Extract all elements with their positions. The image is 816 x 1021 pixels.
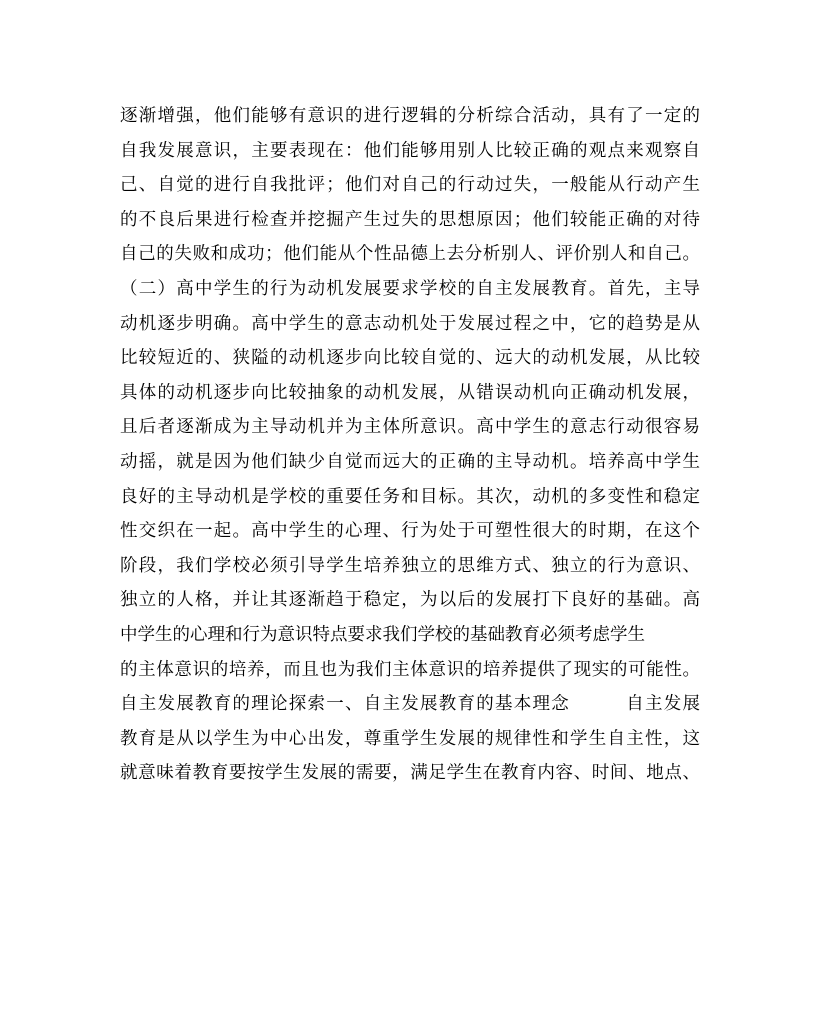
text-line: 且后者逐渐成为主导动机并为主体所意识。高中学生的意志行动很容易 [120, 417, 700, 438]
text-line: 教育是从以学生为中心出发，尊重学生发展的规律性和学生自主性，这 [120, 728, 700, 749]
text-line: 良好的主导动机是学校的重要任务和目标。其次，动机的多变性和稳定 [120, 486, 700, 507]
text-line: 的主体意识的培养，而且也为我们主体意识的培养提供了现实的可能性。 [120, 659, 700, 680]
text-line: 阶段，我们学校必须引导学生培养独立的思维方式、独立的行为意识、 [120, 555, 700, 576]
text-line: 性交织在一起。高中学生的心理、行为处于可塑性很大的时期，在这个 [120, 521, 700, 542]
text-line: 自我发展意识，主要表现在：他们能够用别人比较正确的观点来观察自 [120, 140, 700, 161]
text-line: 逐渐增强，他们能够有意识的进行逻辑的分析综合活动，具有了一定的 [120, 106, 700, 126]
text-line: 己、自觉的进行自我批评；他们对自己的行动过失，一般能从行动产生 [120, 175, 700, 196]
text-line: 动摇，就是因为他们缺少自觉而远大的正确的主导动机。培养高中学生 [120, 451, 700, 472]
body-text [120, 99, 700, 791]
text-line: （二）高中学生的行为动机发展要求学校的自主发展教育。首先，主导 [120, 278, 700, 299]
text-line: 就意味着教育要按学生发展的需要，满足学生在教育内容、时间、地点、 [120, 763, 700, 784]
text-line: 中学生的心理和行为意识特点要求我们学校的基础教育必须考虑学生 [120, 624, 645, 645]
text-line: 自己的失败和成功；他们能从个性品德上去分析别人、评价别人和自己。 [120, 244, 700, 265]
text-line: 比较短近的、狭隘的动机逐步向比较自觉的、远大的动机发展，从比较 [120, 348, 700, 369]
text-line: 动机逐步明确。高中学生的意志动机处于发展过程之中，它的趋势是从 [120, 313, 700, 334]
text-line: 独立的人格，并让其逐渐趋于稳定，为以后的发展打下良好的基础。高 [120, 590, 700, 611]
text-line: 自主发展教育的理论探索一、自主发展教育的基本理念 自主发展 [120, 694, 700, 715]
text-line: 的不良后果进行检查并挖掘产生过失的思想原因；他们较能正确的对待 [120, 209, 700, 230]
text-line: 具体的动机逐步向比较抽象的动机发展，从错误动机向正确动机发展， [120, 382, 700, 403]
